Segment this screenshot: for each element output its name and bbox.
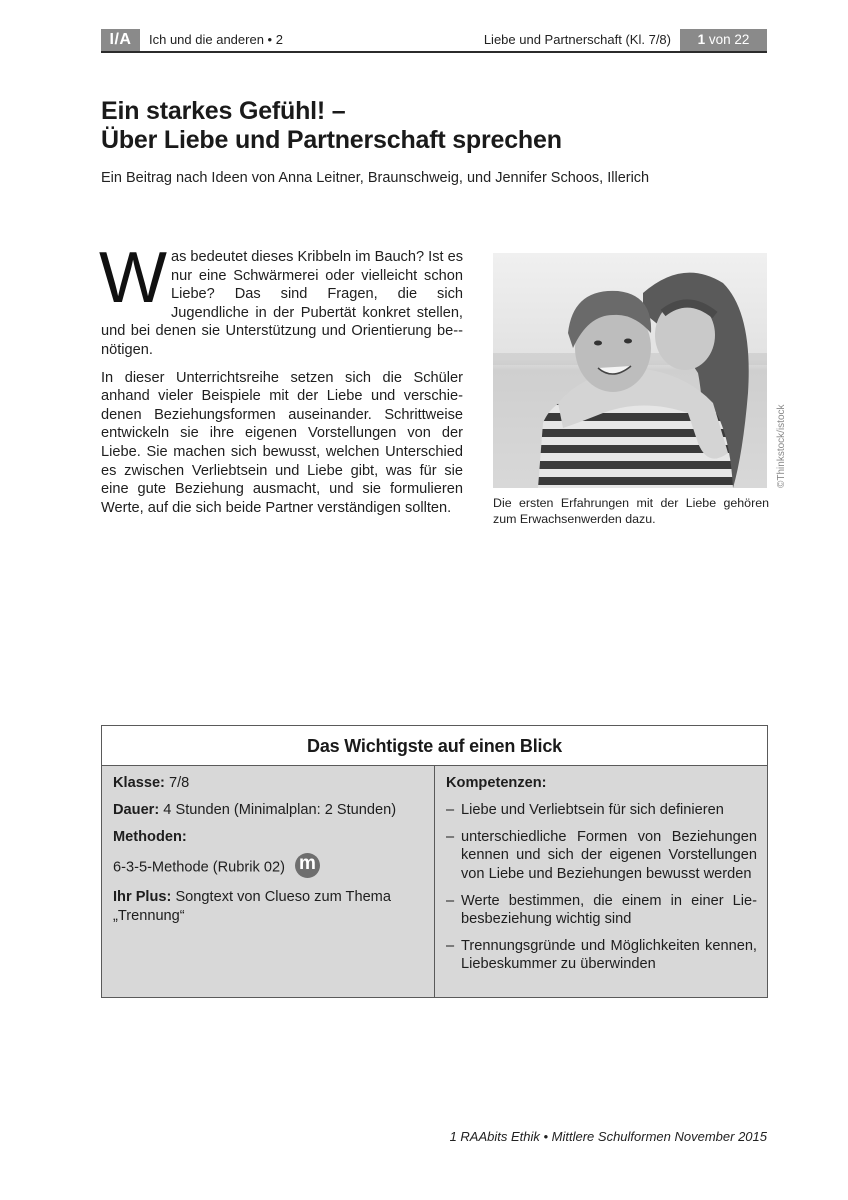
dash-bullet: – [446,892,455,909]
dauer-value: 4 Stunden (Minimalplan: 2 Stunden) [159,801,397,818]
dash-bullet: – [446,937,455,954]
methoden-value-row [113,852,422,880]
title-line-1: Ein starkes Gefühl! – [101,97,346,125]
klasse-value: 7/8 [164,775,190,791]
title-line-2: Über Liebe und Partnerschaft sprechen [101,126,562,154]
methoden-row [113,828,422,846]
header-section: Ich und die anderen • 2 [149,32,283,47]
summary-box-body [102,766,767,997]
kompetenz-item [446,937,757,974]
kompetenzen-label: Kompetenzen: [446,775,547,791]
photo-credit: ©Thinkstock/istock [776,404,787,488]
plus-row [113,888,422,925]
klasse-label: Klasse: [113,775,165,791]
summary-left-column [102,766,435,997]
intro-paragraph-1-text: as bedeutet dieses Kribbeln im Bauch? Ist es nur eine Schwärmerei oder vielleicht schon Liebe? Das sind Fragen, die sich Jugendliche in der Pubertät konkret stellen, und bei denen sie Unterstützung und Orientierung be-nötigen. [101,249,464,358]
couple-photo-illustration [493,253,767,488]
page-footer: 1 RAAbits Ethik • Mittlere Schulformen November 2015 [449,1129,767,1144]
page-header [101,29,767,53]
kompetenz-item [446,892,757,929]
kompetenz-item [446,828,757,883]
methoden-label: Methoden: [113,828,187,845]
page-current: 1 [697,32,706,47]
dauer-label: Dauer: [113,801,160,818]
kompetenz-item [446,801,757,819]
intro-paragraph-2: In dieser Unterrichtsreihe setzen sich die Schüler anhand vieler Beispiele mit der Liebe und verschiedenen Beziehungsformen auseinander. Schrittweise entwickeln sie ihre eigenen Vorstellungen von der Liebe. Sie machen sich bewusst, welchen Unterschied es zwischen Verliebtsein und Liebe gibt, was für sie eine gute Beziehung ausmacht, und sie formulieren Werte, auf die sich beide Partner verständigen sollten. [101,369,463,516]
dauer-row [113,801,422,819]
summary-box-heading: Das Wichtigste auf einen Blick [102,726,767,766]
kompetenz-text: Liebe und Verliebtsein für sich definieren [461,801,724,818]
page-total: von 22 [705,32,750,47]
drop-cap: W [99,238,167,318]
kompetenz-text: unterschiedliche Formen von Beziehungen kennen und sich der eigenen Vorstellungen von Liebe und Beziehungen bewusst werden [461,828,757,882]
page-title [101,97,562,155]
summary-right-column [435,766,767,997]
header-topic: Liebe und Partnerschaft (Kl. 7/8) [483,32,671,47]
couple-photo [493,253,767,488]
methoden-value: 6-3-5-Methode (Rubrik 02) [113,859,285,876]
intro-text [99,238,464,526]
dash-bullet: – [446,828,455,845]
byline: Ein Beitrag nach Ideen von Anna Leitner, Braunschweig, und Jennifer Schoos, Illerich [101,170,650,186]
chapter-badge: I/A [101,29,140,51]
kompetenz-text: Trennungsgründe und Möglichkeiten kennen, Liebeskummer zu überwinden [461,937,757,973]
intro-paragraph-1 [99,238,464,360]
kompetenz-text: Werte bestimmen, die einem in einer Liebesbeziehung wichtig sind [461,892,757,927]
klasse-row [113,774,422,792]
plus-label: Ihr Plus: [113,889,172,906]
summary-box [101,725,768,998]
page-indicator [680,29,767,51]
dash-bullet: – [446,801,455,818]
photo-caption: Die ersten Erfahrungen mit der Liebe gehören zum Erwachsenwerden dazu. [493,496,769,526]
plus-value: Songtext von Clueso zum Thema „Trennung“ [113,889,391,924]
method-m-icon: m [295,853,320,878]
